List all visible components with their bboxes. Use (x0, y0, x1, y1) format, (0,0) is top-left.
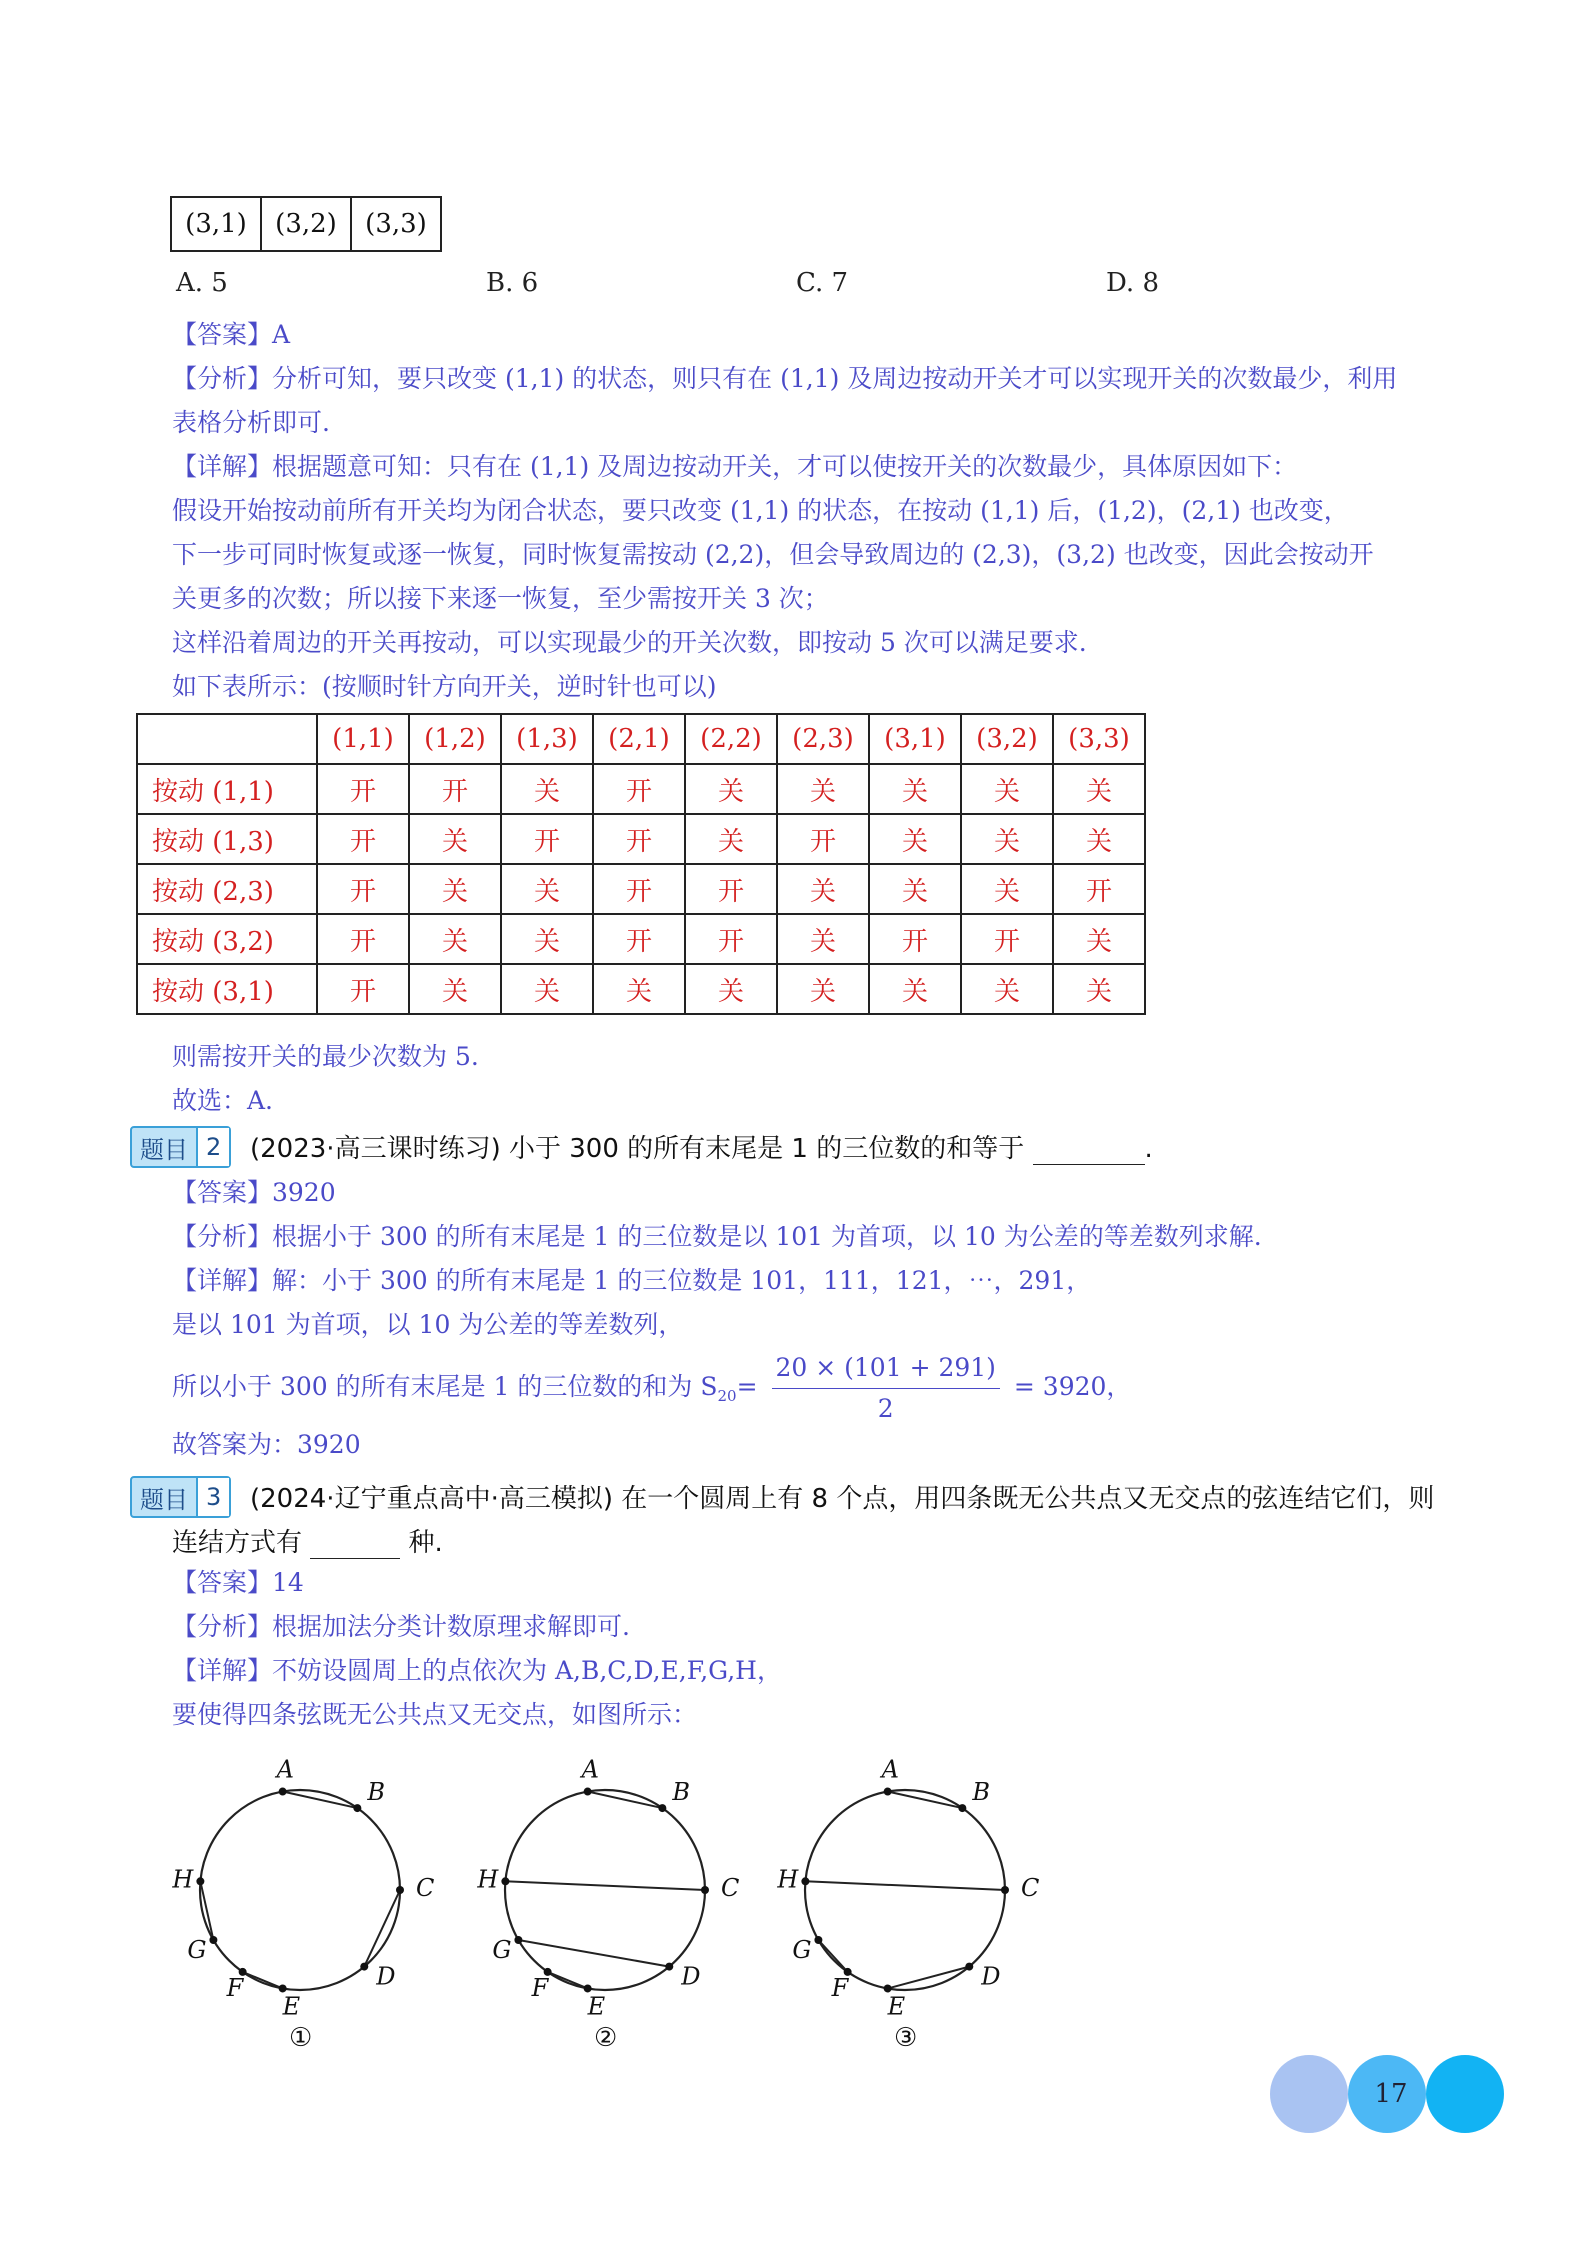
point-dot (584, 1788, 592, 1796)
point-label: G (187, 1936, 207, 1964)
point-label: B (367, 1778, 385, 1807)
state-cell: 关 (593, 964, 685, 1014)
point-dot (958, 1804, 966, 1812)
q3-source: (2024·辽宁重点高中·高三模拟) (250, 1484, 613, 1514)
point-label: H (477, 1865, 499, 1894)
page-number: 17 (1374, 2079, 1408, 2109)
q1-conclusion: 则需按开关的最少次数为 5. (172, 1042, 479, 1071)
q1-answer: 【答案】A (172, 320, 291, 349)
point-label: A (276, 1755, 294, 1784)
point-dot (701, 1886, 709, 1894)
q2-detail-1: 【详解】解：小于 300 的所有末尾是 1 的三位数是 101，111，121，⋯，291， (172, 1266, 1092, 1295)
q3-detail-1: 【详解】不妨设圆周上的点依次为 A,B,C,D,E,F,G,H， (172, 1656, 782, 1685)
question-tag-label: 题目 (140, 1135, 188, 1164)
point-dot (396, 1886, 404, 1894)
figure-label: ① (289, 2023, 313, 2050)
point-dot (360, 1963, 368, 1971)
chord (818, 1940, 847, 1972)
q2-final: 故答案为：3920 (172, 1430, 361, 1459)
header-cell: (1,2) (409, 714, 501, 764)
row-header-word: 按动 (152, 826, 205, 857)
top-cell: (3,1) (171, 197, 261, 251)
chord (243, 1972, 283, 1989)
q2-answer: 【答案】3920 (172, 1178, 336, 1207)
point-dot (814, 1936, 822, 1944)
option-c: C. 7 (796, 268, 849, 298)
point-label: H (172, 1865, 194, 1894)
q3-detail-2: 要使得四条弦既无公共点又无交点，如图所示： (172, 1700, 698, 1729)
question-number: 3 (196, 1478, 229, 1516)
q2-subscript: 20 (717, 1387, 737, 1405)
state-cell: 开 (593, 814, 685, 864)
answer-blank (1033, 1134, 1145, 1165)
state-cell: 关 (777, 914, 869, 964)
state-cell: 关 (1053, 764, 1145, 814)
q1-detail-4: 关更多的次数；所以接下来逐一恢复，至少需按开关 3 次； (172, 584, 829, 613)
row-header (137, 864, 317, 914)
point-label: D (681, 1962, 701, 1991)
point-dot (884, 1788, 892, 1796)
row-header-word: 按动 (152, 926, 205, 957)
point-label: C (416, 1874, 435, 1902)
fraction-numerator: 20 × (101 + 291) (772, 1348, 1000, 1389)
table-row (137, 764, 1145, 814)
point-dot (279, 1788, 287, 1796)
state-cell: 关 (961, 964, 1053, 1014)
option-a: A. 5 (176, 268, 228, 298)
row-header-word: 按动 (152, 976, 205, 1007)
header-cell: (2,3) (777, 714, 869, 764)
chord (588, 1792, 663, 1809)
state-cell: 关 (501, 914, 593, 964)
row-header (137, 764, 317, 814)
table-row (137, 814, 1145, 864)
point-label: D (376, 1962, 396, 1991)
state-cell: 关 (409, 964, 501, 1014)
q3-answer: 【答案】14 (172, 1568, 304, 1597)
q2-formula-line (172, 1348, 1131, 1429)
question-tag (130, 1126, 231, 1168)
state-cell: 开 (593, 864, 685, 914)
circle-outline (805, 1790, 1005, 1990)
q2-detail-2: 是以 101 为首项，以 10 为公差的等差数列， (172, 1310, 684, 1339)
page-badge-right (1426, 2055, 1504, 2133)
point-dot (884, 1984, 892, 1992)
state-cell: 关 (501, 864, 593, 914)
table-row (137, 964, 1145, 1014)
chord (888, 1967, 970, 1989)
state-cell: 开 (593, 764, 685, 814)
q1-choice: 故选：A. (172, 1086, 274, 1115)
state-cell: 关 (685, 764, 777, 814)
row-header-word: 按动 (152, 876, 205, 907)
point-dot (658, 1804, 666, 1812)
circle-figures (160, 1740, 1060, 2050)
point-dot (209, 1936, 217, 1944)
state-cell: 关 (409, 814, 501, 864)
state-cell: 关 (1053, 964, 1145, 1014)
point-dot (801, 1877, 809, 1885)
row-header (137, 964, 317, 1014)
point-dot (1001, 1886, 1009, 1894)
question-number: 2 (196, 1128, 229, 1166)
table-row (137, 914, 1145, 964)
state-cell: 开 (593, 914, 685, 964)
state-cell: 开 (409, 764, 501, 814)
option-d: D. 8 (1106, 268, 1159, 298)
state-cell: 关 (1053, 914, 1145, 964)
state-cell: 开 (317, 964, 409, 1014)
chord (505, 1881, 705, 1890)
state-cell: 开 (685, 864, 777, 914)
state-cell: 关 (409, 914, 501, 964)
q1-detail-1: 【详解】根据题意可知：只有在 (1,1) 及周边按动开关，才可以使按开关的次数最少，具体原因如下： (172, 452, 1298, 481)
q2-detail-3-post: = 3920， (1013, 1372, 1132, 1401)
state-cell: 开 (317, 814, 409, 864)
point-label: C (721, 1874, 740, 1902)
chord (283, 1792, 358, 1809)
q1-detail-2: 假设开始按动前所有开关均为闭合状态，要只改变 (1,1) 的状态，在按动 (1,1) 后，(1,2)，(2,1) 也改变， (172, 496, 1349, 525)
circle-outline (200, 1790, 400, 1990)
answer-blank (310, 1528, 400, 1559)
row-header-pos: (2,3) (212, 876, 274, 907)
question-tag (130, 1476, 231, 1518)
point-label: F (226, 1973, 244, 2002)
point-label: D (981, 1962, 1001, 1991)
point-label: H (777, 1865, 799, 1894)
chord (364, 1890, 400, 1967)
header-cell: (1,1) (317, 714, 409, 764)
state-cell: 开 (685, 914, 777, 964)
state-cell: 开 (317, 764, 409, 814)
state-cell: 开 (869, 914, 961, 964)
point-label: C (1021, 1874, 1040, 1902)
point-label: E (282, 1992, 301, 2021)
state-cell: 关 (777, 964, 869, 1014)
header-cell: (3,1) (869, 714, 961, 764)
table-corner (137, 714, 317, 764)
q1-analysis-1: 【分析】分析可知，要只改变 (1,1) 的状态，则只有在 (1,1) 及周边按动开关才可以实现开关的次数最少，利用 (172, 364, 1398, 393)
q2-end: . (1144, 1134, 1153, 1164)
state-cell: 关 (685, 814, 777, 864)
q3-text-2a: 连结方式有 (172, 1528, 303, 1558)
state-cell: 关 (961, 864, 1053, 914)
state-cell: 关 (961, 764, 1053, 814)
state-cell: 关 (409, 864, 501, 914)
option-b: B. 6 (486, 268, 539, 298)
figure-label: ③ (894, 2023, 918, 2050)
point-label: G (492, 1936, 512, 1964)
point-label: F (831, 1973, 849, 2002)
state-cell: 关 (685, 964, 777, 1014)
table-row (137, 864, 1145, 914)
q2-text: 小于 300 的所有末尾是 1 的三位数的和等于 (509, 1134, 1025, 1164)
q3-question-line-2 (172, 1522, 443, 1559)
row-header-pos: (1,3) (212, 826, 274, 857)
top-cell: (3,3) (351, 197, 441, 251)
row-header-pos: (3,1) (212, 976, 274, 1007)
top-table (170, 196, 442, 252)
chord (518, 1940, 669, 1967)
point-label: B (672, 1778, 690, 1807)
chord (888, 1792, 963, 1809)
q2-analysis: 【分析】根据小于 300 的所有末尾是 1 的三位数是以 101 为首项，以 10 为公差的等差数列求解. (172, 1222, 1262, 1251)
point-dot (965, 1963, 973, 1971)
page-badge-left (1270, 2055, 1348, 2133)
point-label: E (587, 1992, 606, 2021)
question-tag-label: 题目 (140, 1485, 188, 1514)
q3-text-2b: 种. (408, 1528, 443, 1558)
q2-fraction (772, 1348, 1000, 1429)
point-label: G (792, 1936, 812, 1964)
row-header-word: 按动 (152, 776, 205, 807)
point-dot (279, 1984, 287, 1992)
q1-detail-5: 这样沿着周边的开关再按动，可以实现最少的开关次数，即按动 5 次可以满足要求. (172, 628, 1087, 657)
state-cell: 关 (501, 764, 593, 814)
point-label: E (887, 1992, 906, 2021)
state-cell: 开 (777, 814, 869, 864)
q3-analysis: 【分析】根据加法分类计数原理求解即可. (172, 1612, 630, 1641)
state-cell: 关 (961, 814, 1053, 864)
point-dot (584, 1984, 592, 1992)
point-dot (665, 1963, 673, 1971)
state-cell: 关 (777, 764, 869, 814)
header-cell: (3,3) (1053, 714, 1145, 764)
q1-detail-3: 下一步可同时恢复或逐一恢复，同时恢复需按动 (2,2)，但会导致周边的 (2,3)，(3,2) 也改变，因此会按动开 (172, 540, 1374, 569)
point-label: B (972, 1778, 990, 1807)
point-label: A (581, 1755, 599, 1784)
state-cell: 开 (961, 914, 1053, 964)
chord (805, 1881, 1005, 1890)
fraction-denominator: 2 (877, 1394, 894, 1423)
point-dot (353, 1804, 361, 1812)
point-label: F (531, 1973, 549, 2002)
q2-eq: = (736, 1372, 758, 1401)
row-header-pos: (1,1) (212, 776, 274, 807)
top-cell: (3,2) (261, 197, 351, 251)
state-cell: 关 (869, 964, 961, 1014)
q3-question-line-1 (250, 1478, 1434, 1515)
state-cell: 关 (869, 814, 961, 864)
figure-label: ② (594, 2023, 618, 2050)
q2-source: (2023·高三课时练习) (250, 1134, 501, 1164)
state-cell: 开 (501, 814, 593, 864)
circle-outline (505, 1790, 705, 1990)
header-cell: (3,2) (961, 714, 1053, 764)
state-cell: 开 (317, 914, 409, 964)
point-dot (501, 1877, 509, 1885)
q1-analysis-2: 表格分析即可. (172, 408, 330, 437)
chord (548, 1972, 588, 1989)
q2-question (250, 1128, 1153, 1165)
state-cell: 开 (317, 864, 409, 914)
point-dot (514, 1936, 522, 1944)
row-header-pos: (3,2) (212, 926, 274, 957)
state-cell: 关 (869, 764, 961, 814)
state-cell: 关 (777, 864, 869, 914)
point-label: A (881, 1755, 899, 1784)
header-cell: (2,1) (593, 714, 685, 764)
q2-detail-3-pre: 所以小于 300 的所有末尾是 1 的三位数的和为 S (172, 1372, 718, 1401)
header-cell: (2,2) (685, 714, 777, 764)
state-cell: 关 (869, 864, 961, 914)
header-cell: (1,3) (501, 714, 593, 764)
q1-detail-6: 如下表所示：(按顺时针方向开关，逆时针也可以) (172, 672, 717, 701)
row-header (137, 814, 317, 864)
state-cell: 开 (1053, 864, 1145, 914)
point-dot (196, 1877, 204, 1885)
q3-text-1: 在一个圆周上有 8 个点，用四条既无公共点又无交点的弦连结它们，则 (621, 1484, 1435, 1514)
state-cell: 关 (1053, 814, 1145, 864)
row-header (137, 914, 317, 964)
state-cell: 关 (501, 964, 593, 1014)
switch-table (136, 713, 1146, 1015)
